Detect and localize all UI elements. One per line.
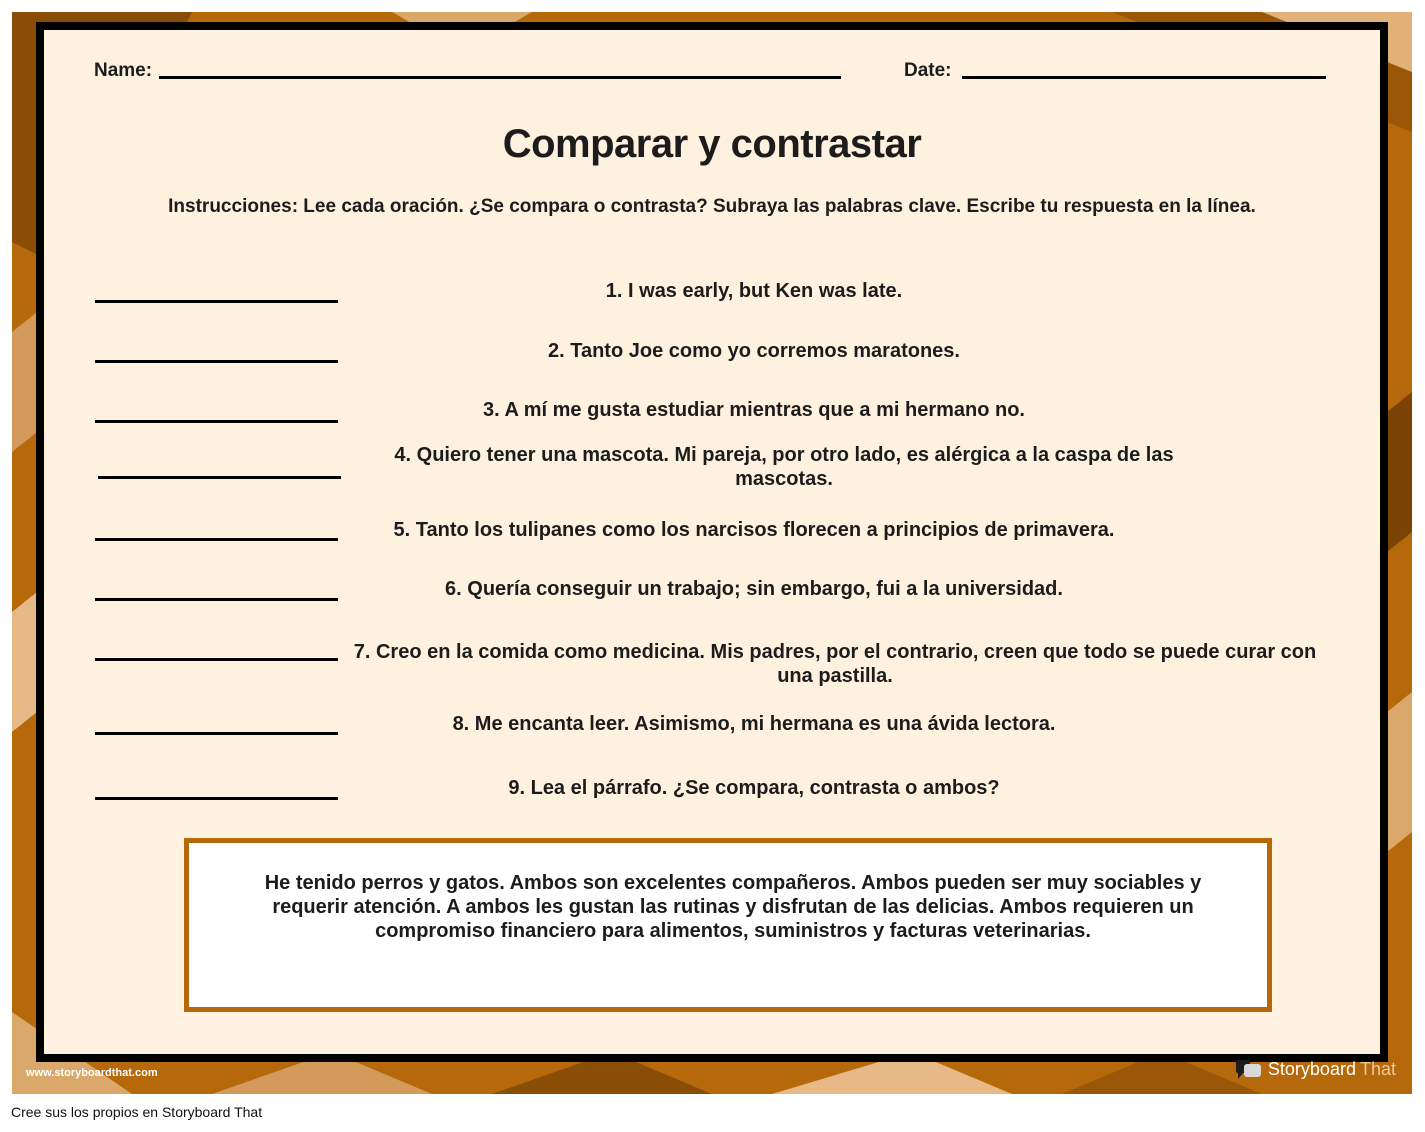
storyboardthat-logo[interactable] (1234, 1057, 1396, 1081)
question-8: 8. Me encanta leer. Asimismo, mi hermana es una ávida lectora. (452, 713, 1056, 735)
question-6: 6. Quería conseguir un trabajo; sin embargo, fui a la universidad. (445, 578, 1063, 600)
question-9: 9. Lea el párrafo. ¿Se compara, contrasta o ambos? (508, 777, 1000, 799)
date-label: Date: (904, 60, 952, 81)
question-5: 5. Tanto los tulipanes como los narcisos florecen a principios de primavera. (393, 519, 1115, 541)
website-url[interactable]: www.storyboardthat.com (26, 1067, 158, 1079)
answer-line-8[interactable] (95, 732, 338, 735)
brand-that: That (1359, 1058, 1396, 1079)
question-1: 1. I was early, but Ken was late. (605, 280, 903, 302)
date-line[interactable] (962, 76, 1326, 79)
question-3: 3. A mí me gusta estudiar mientras que a mi hermano no. (483, 399, 1025, 421)
answer-line-1[interactable] (95, 300, 338, 303)
answer-line-5[interactable] (95, 538, 338, 541)
answer-line-9[interactable] (95, 797, 338, 800)
instructions: Instrucciones: Lee cada oración. ¿Se compara o contrasta? Subraya las palabras clave. Escribe tu respuesta en la línea. (168, 196, 1256, 217)
question-2: 2. Tanto Joe como yo corremos maratones. (548, 340, 960, 362)
speech-bubble-icon (1234, 1057, 1264, 1081)
worksheet-sheet (36, 22, 1388, 1062)
answer-line-2[interactable] (95, 360, 338, 363)
question-7: 7. Creo en la comida como medicina. Mis padres, por el contrario, creen que todo se puede curar con una pastilla. (353, 641, 1317, 687)
name-line[interactable] (159, 76, 841, 79)
answer-line-7[interactable] (95, 658, 338, 661)
answer-line-3[interactable] (95, 420, 338, 423)
worksheet-frame (12, 12, 1412, 1094)
question-4: 4. Quiero tener una mascota. Mi pareja, por otro lado, es alérgica a la caspa de las mascotas. (394, 444, 1174, 490)
answer-line-6[interactable] (95, 598, 338, 601)
name-label: Name: (94, 60, 153, 81)
paragraph-text: He tenido perros y gatos. Ambos son excelentes compañeros. Ambos pueden ser muy sociables y requerir atención. A ambos les gustan las rutinas y disfrutan de las delicias. Ambos requieren un compromiso financiero para alimentos, suministros y facturas veterinarias. (264, 872, 1202, 942)
paragraph-box (184, 838, 1272, 1012)
footer-credit[interactable]: Cree sus los propios en Storyboard That (11, 1104, 263, 1120)
answer-line-4[interactable] (98, 476, 341, 479)
page-title: Comparar y contrastar (502, 122, 922, 166)
brand-storyboard: Storyboard (1267, 1058, 1356, 1079)
